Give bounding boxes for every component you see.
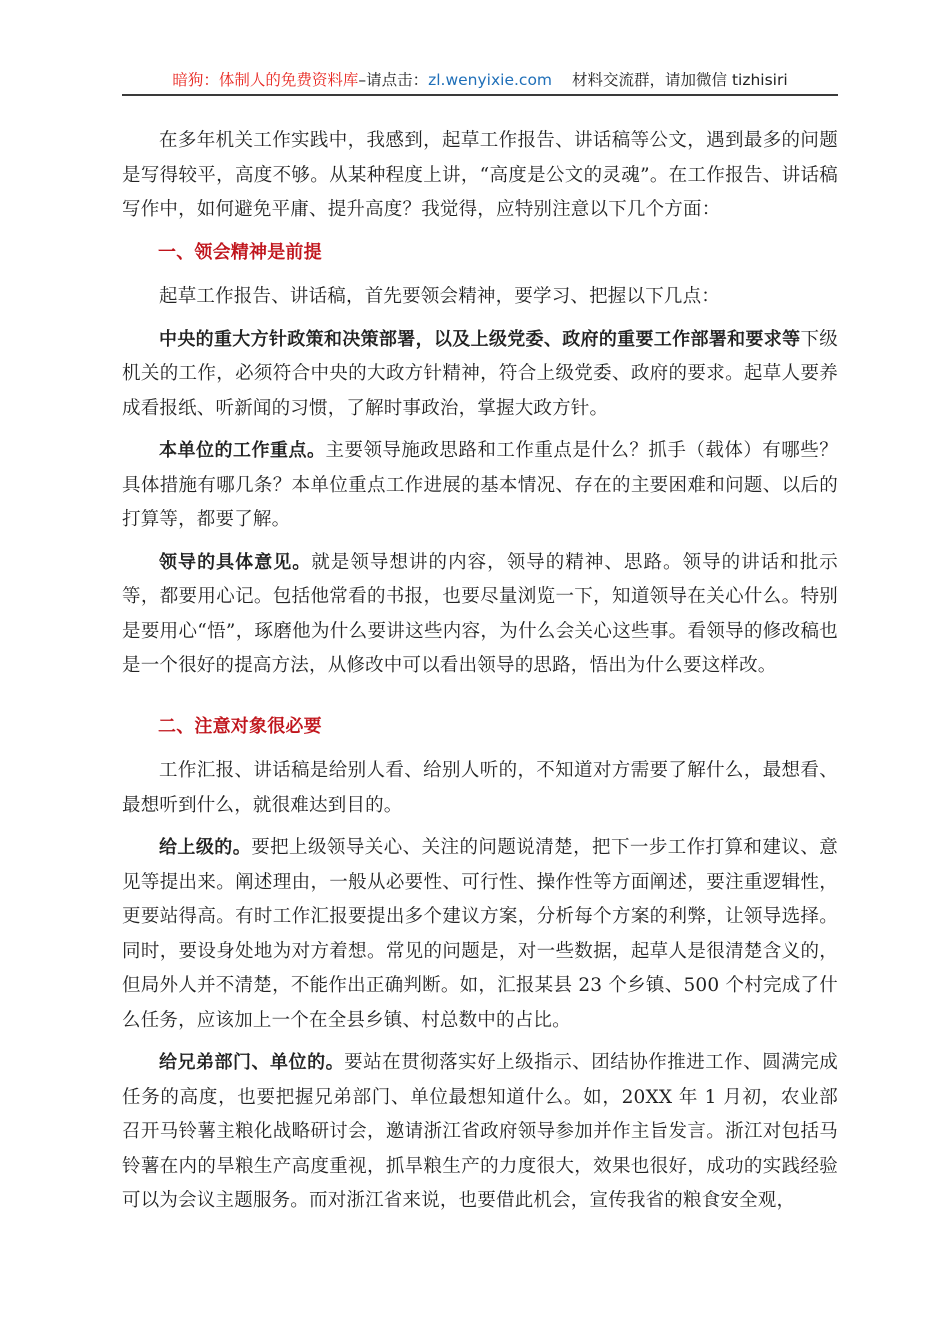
intro-paragraph: 在多年机关工作实践中，我感到，起草工作报告、讲话稿等公文，遇到最多的问题是写得较平，高度不够。从某种程度上讲，“高度是公文的灵魂”。在工作报告、讲话稿写作中，如何避免平庸、提升高度？我觉得，应特别注意以下几个方面： — [122, 130, 838, 220]
paragraph-lead: 给兄弟部门、单位的。 — [159, 1052, 345, 1073]
page-header — [122, 70, 838, 96]
section-2-paragraph-1 — [122, 754, 838, 823]
paragraph-lead: 给上级的。 — [159, 837, 252, 858]
section-1-paragraph-2 — [122, 323, 838, 427]
paragraph-lead: 领导的具体意见。 — [159, 551, 312, 573]
section-heading-1: 一、领会精神是前提 — [158, 241, 322, 263]
paragraph-text: 就是领导想讲的内容，领导的精神、思路。领导的讲话和批示等，都要用心记。包括他常看的书报，也要尽量浏览一下，知道领导在关心什么。特别是要用心“悟”，琢磨他为什么要讲这些内容，为什么会关心这些事。看领导的修改稿也是一个很好的提高方法，从修改中可以看出领导的思路，悟出为什么要这样改。 — [122, 551, 838, 676]
paragraph-text: 主要领导施政思路和工作重点是什么？抓手（载体）有哪些？具体措施有哪几条？本单位重点工作进展的基本情况、存在的主要困难和问题、以后的打算等，都要了解。 — [122, 440, 838, 530]
header-brand: 暗狗：体制人的免费资料库 — [172, 71, 359, 89]
header-site-link[interactable]: zl.wenyixie.com — [428, 71, 553, 89]
paragraph-text: 要把上级领导关心、关注的问题说清楚，把下一步工作打算和建议、意见等提出来。阐述理由，一般从必要性、可行性、操作性等方面阐述，要注重逻辑性，更要站得高。有时工作汇报要提出多个建议方案，分析每个方案的利弊，让领导选择。同时，要设身处地为对方着想。常见的问题是，对一些数据，起草人是很清楚含义的，但局外人并不清楚，不能作出正确判断。如，汇报某县 23 个乡镇、500 个村完成了什么任务，应该加上一个在全县乡镇、村总数中的占比。 — [122, 837, 839, 1031]
section-1-paragraph-3 — [122, 434, 838, 538]
section-1-paragraph-1 — [122, 280, 838, 315]
paragraph-lead: 本单位的工作重点。 — [159, 440, 326, 461]
paragraph-text: 要站在贯彻落实好上级指示、团结协作推进工作、圆满完成任务的高度，也要把握兄弟部门、单位最想知道什么。如，20XX 年 1 月初，农业部召开马铃薯主粮化战略研讨会，邀请浙江省政府领导参加并作主旨发言。浙江对包括马铃薯在内的旱粮生产高度重视，抓旱粮生产的力度很大，效果也很好，成功的实践经验可以为会议主题服务。而对浙江省来说，也要借此机会，宣传我省的粮食安全观， — [122, 1052, 839, 1211]
header-click-prompt: –请点击： — [358, 71, 429, 89]
section-1-paragraph-4 — [122, 546, 838, 684]
section-2-paragraph-2 — [122, 831, 838, 1038]
paragraph-text: 下级机关的工作，必须符合中央的大政方针精神，符合上级党委、政府的要求。起草人要养成看报纸、听新闻的习惯，了解时事政治，掌握大政方针。 — [122, 328, 838, 419]
header-wechat-note: 材料交流群，请加微信 tizhisiri — [572, 71, 788, 89]
paragraph-text: 起草工作报告、讲话稿，首先要领会精神，要学习、把握以下几点： — [159, 286, 721, 307]
paragraph-text: 工作汇报、讲话稿是给别人看、给别人听的，不知道对方需要了解什么，最想看、最想听到什么，就很难达到目的。 — [122, 760, 838, 816]
paragraph-lead: 中央的重大方针政策和决策部署，以及上级党委、政府的重要工作部署和要求等 — [159, 328, 801, 350]
document-body — [122, 124, 838, 1227]
section-2-paragraph-3 — [122, 1046, 838, 1219]
section-heading-2: 二、注意对象很必要 — [158, 715, 322, 737]
